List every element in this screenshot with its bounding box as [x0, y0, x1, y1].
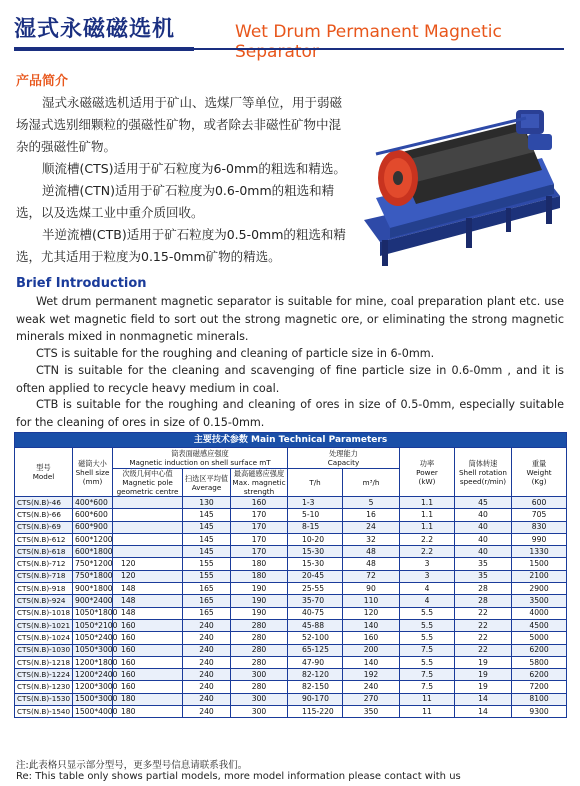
- cell-power: 3: [400, 570, 455, 582]
- cell-shell-size: 1500*3000: [73, 693, 113, 705]
- table-row: [15, 706, 567, 718]
- cell-model: CTS(N.B)-918: [15, 583, 73, 595]
- cell-average: 240: [183, 681, 231, 693]
- cell-weight: 2900: [512, 583, 567, 595]
- cell-weight: 7200: [512, 681, 567, 693]
- cell-capacity-m3h: 16: [343, 509, 400, 521]
- cell-power: 2.2: [400, 533, 455, 545]
- cell-weight: 8100: [512, 693, 567, 705]
- cell-speed: 19: [455, 669, 512, 681]
- col-header-average: 扫选区平均值 Average: [183, 469, 231, 497]
- table-row: [15, 533, 567, 545]
- table-row: [15, 693, 567, 705]
- page-header: [0, 0, 580, 62]
- cell-capacity-th: 90-170: [288, 693, 343, 705]
- cell-average: 240: [183, 632, 231, 644]
- cell-power: 11: [400, 706, 455, 718]
- cell-speed: 19: [455, 656, 512, 668]
- cell-capacity-m3h: 140: [343, 656, 400, 668]
- cell-power: 4: [400, 595, 455, 607]
- cell-weight: 5800: [512, 656, 567, 668]
- section-heading-en: Brief Introduction: [16, 276, 147, 291]
- cell-capacity-m3h: 90: [343, 583, 400, 595]
- cell-power: 3: [400, 558, 455, 570]
- cell-shell-size: 750*1800: [73, 570, 113, 582]
- cell-pole-centre: 120: [113, 558, 183, 570]
- cell-capacity-th: 20-45: [288, 570, 343, 582]
- note-en: Re: This table only shows partial models, more model information please contact with us: [16, 771, 461, 782]
- cell-model: CTS(N.B)-1024: [15, 632, 73, 644]
- cell-pole-centre: 120: [113, 570, 183, 582]
- cell-weight: 6200: [512, 669, 567, 681]
- cell-average: 155: [183, 558, 231, 570]
- cell-weight: 600: [512, 497, 567, 509]
- cell-capacity-th: 40-75: [288, 607, 343, 619]
- note-cn: 注:此表格只显示部分型号，更多型号信息请联系我们。: [16, 760, 248, 771]
- cell-max: 170: [231, 509, 288, 521]
- cell-average: 165: [183, 607, 231, 619]
- cell-average: 240: [183, 706, 231, 718]
- cell-average: 155: [183, 570, 231, 582]
- cell-max: 190: [231, 583, 288, 595]
- cell-pole-centre: [113, 509, 183, 521]
- cell-pole-centre: 180: [113, 693, 183, 705]
- cell-shell-size: 1050*1800: [73, 607, 113, 619]
- cell-shell-size: 400*600: [73, 497, 113, 509]
- cell-power: 4: [400, 583, 455, 595]
- cell-model: CTS(N.B)-1530: [15, 693, 73, 705]
- cell-max: 160: [231, 497, 288, 509]
- table-row: [15, 583, 567, 595]
- cell-capacity-th: 35-70: [288, 595, 343, 607]
- cell-speed: 40: [455, 521, 512, 533]
- cell-model: CTS(N.B)-1021: [15, 619, 73, 631]
- cell-power: 1.1: [400, 497, 455, 509]
- parameters-table-body: [15, 497, 567, 718]
- cell-speed: 14: [455, 706, 512, 718]
- col-header-weight: 重量 Weight (Kg): [512, 448, 567, 497]
- cell-max: 280: [231, 656, 288, 668]
- cell-capacity-m3h: 120: [343, 607, 400, 619]
- intro-en-p2: CTS is suitable for the roughing and cleaning of particle size in 6-0mm.: [36, 347, 435, 360]
- cell-power: 7.5: [400, 681, 455, 693]
- cell-capacity-th: 15-30: [288, 546, 343, 558]
- col-header-pole-centre: 次级几何中心值 Magnetic pole geometric centre: [113, 469, 183, 497]
- table-row: [15, 644, 567, 656]
- col-header-m3h: m³/h: [343, 469, 400, 497]
- cell-capacity-m3h: 350: [343, 706, 400, 718]
- cell-pole-centre: 160: [113, 632, 183, 644]
- cell-max: 300: [231, 693, 288, 705]
- cell-pole-centre: 148: [113, 607, 183, 619]
- cell-pole-centre: 148: [113, 583, 183, 595]
- cell-max: 300: [231, 706, 288, 718]
- table-row: [15, 570, 567, 582]
- cell-power: 5.5: [400, 632, 455, 644]
- cell-capacity-th: 1-3: [288, 497, 343, 509]
- cell-capacity-th: 115-220: [288, 706, 343, 718]
- cell-weight: 2100: [512, 570, 567, 582]
- cell-power: 7.5: [400, 644, 455, 656]
- cell-shell-size: 750*1200: [73, 558, 113, 570]
- intro-en-p3: CTN is suitable for the cleaning and scavenging of fine particle size in 0.6-0mm , and it is often applied to recycle heavy medium in coal.: [16, 364, 564, 395]
- col-header-power: 功率 Power (kW): [400, 448, 455, 497]
- table-title: 主要技术参数 Main Technical Parameters: [15, 433, 567, 448]
- cell-max: 170: [231, 533, 288, 545]
- cell-pole-centre: [113, 533, 183, 545]
- cell-weight: 6200: [512, 644, 567, 656]
- cell-capacity-th: 5-10: [288, 509, 343, 521]
- col-header-th: T/h: [288, 469, 343, 497]
- cell-model: CTS(N.B)-1540: [15, 706, 73, 718]
- intro-cn-p4: 半逆流槽(CTB)适用于矿石粒度为0.5-0mm的粗选和精选，尤其适用于粒度为0.15-0mm矿物的精选。: [16, 227, 346, 264]
- cell-max: 280: [231, 619, 288, 631]
- intro-cn-p2: 顺流槽(CTS)适用于矿石粒度为6-0mm的粗选和精选。: [42, 161, 346, 176]
- intro-cn-p3: 逆流槽(CTN)适用于矿石粒度为0.6-0mm的粗选和精选，以及选煤工业中重介质回收。: [16, 183, 335, 220]
- cell-power: 1.1: [400, 509, 455, 521]
- cell-shell-size: 1200*3000: [73, 681, 113, 693]
- col-header-capacity: 处理能力 Capacity: [288, 448, 400, 469]
- cell-capacity-th: 15-30: [288, 558, 343, 570]
- table-row: [15, 521, 567, 533]
- table-row: [15, 681, 567, 693]
- parameters-table-wrap: [14, 432, 566, 718]
- cell-pole-centre: 160: [113, 619, 183, 631]
- table-row: [15, 669, 567, 681]
- cell-average: 145: [183, 509, 231, 521]
- cell-average: 130: [183, 497, 231, 509]
- cell-shell-size: 600*1800: [73, 546, 113, 558]
- cell-capacity-m3h: 72: [343, 570, 400, 582]
- cell-shell-size: 1500*4000: [73, 706, 113, 718]
- cell-shell-size: 900*1800: [73, 583, 113, 595]
- table-row: [15, 595, 567, 607]
- col-header-shell-size: 磁筒大小 Shell size (mm): [73, 448, 113, 497]
- cell-capacity-th: 82-150: [288, 681, 343, 693]
- cell-average: 145: [183, 521, 231, 533]
- cell-weight: 705: [512, 509, 567, 521]
- cell-power: 5.5: [400, 607, 455, 619]
- cell-average: 145: [183, 546, 231, 558]
- cell-pole-centre: 160: [113, 644, 183, 656]
- cell-max: 190: [231, 595, 288, 607]
- cell-speed: 22: [455, 619, 512, 631]
- cell-shell-size: 600*600: [73, 509, 113, 521]
- cell-capacity-m3h: 24: [343, 521, 400, 533]
- cell-capacity-m3h: 200: [343, 644, 400, 656]
- cell-capacity-th: 65-125: [288, 644, 343, 656]
- cell-capacity-th: 82-120: [288, 669, 343, 681]
- cell-pole-centre: 160: [113, 681, 183, 693]
- cell-weight: 4000: [512, 607, 567, 619]
- cell-model: CTS(N.B)-1224: [15, 669, 73, 681]
- cell-pole-centre: 160: [113, 669, 183, 681]
- cell-shell-size: 600*900: [73, 521, 113, 533]
- cell-shell-size: 900*2400: [73, 595, 113, 607]
- table-row: [15, 619, 567, 631]
- cell-speed: 22: [455, 632, 512, 644]
- cell-pole-centre: [113, 521, 183, 533]
- cell-power: 1.1: [400, 521, 455, 533]
- cell-capacity-m3h: 240: [343, 681, 400, 693]
- cell-capacity-th: 47-90: [288, 656, 343, 668]
- cell-capacity-m3h: 192: [343, 669, 400, 681]
- cell-speed: 28: [455, 595, 512, 607]
- table-row: [15, 632, 567, 644]
- cell-weight: 5000: [512, 632, 567, 644]
- cell-max: 170: [231, 521, 288, 533]
- cell-speed: 14: [455, 693, 512, 705]
- cell-average: 240: [183, 619, 231, 631]
- cell-power: 2.2: [400, 546, 455, 558]
- cell-weight: 9300: [512, 706, 567, 718]
- cell-speed: 19: [455, 681, 512, 693]
- cell-average: 145: [183, 533, 231, 545]
- cell-model: CTS(N.B)-46: [15, 497, 73, 509]
- col-header-model: 型号 Model: [15, 448, 73, 497]
- cell-capacity-m3h: 110: [343, 595, 400, 607]
- cell-average: 240: [183, 644, 231, 656]
- cell-model: CTS(N.B)-1030: [15, 644, 73, 656]
- cell-average: 240: [183, 656, 231, 668]
- cell-max: 180: [231, 570, 288, 582]
- cell-max: 280: [231, 681, 288, 693]
- cell-capacity-th: 45-88: [288, 619, 343, 631]
- cell-capacity-th: 25-55: [288, 583, 343, 595]
- cell-model: CTS(N.B)-612: [15, 533, 73, 545]
- cell-power: 7.5: [400, 669, 455, 681]
- cell-pole-centre: 160: [113, 656, 183, 668]
- cell-model: CTS(N.B)-69: [15, 521, 73, 533]
- cell-model: CTS(N.B)-924: [15, 595, 73, 607]
- magnetic-separator-image: [346, 100, 568, 270]
- cell-average: 240: [183, 693, 231, 705]
- cell-model: CTS(N.B)-618: [15, 546, 73, 558]
- cell-average: 240: [183, 669, 231, 681]
- table-row: [15, 509, 567, 521]
- cell-speed: 28: [455, 583, 512, 595]
- cell-capacity-th: 52-100: [288, 632, 343, 644]
- cell-weight: 990: [512, 533, 567, 545]
- cell-pole-centre: [113, 546, 183, 558]
- table-row: [15, 607, 567, 619]
- cell-pole-centre: [113, 497, 183, 509]
- cell-power: 5.5: [400, 619, 455, 631]
- table-row: [15, 656, 567, 668]
- cell-max: 280: [231, 632, 288, 644]
- cell-model: CTS(N.B)-718: [15, 570, 73, 582]
- cell-capacity-m3h: 140: [343, 619, 400, 631]
- cell-pole-centre: 148: [113, 595, 183, 607]
- cell-shell-size: 1050*2100: [73, 619, 113, 631]
- cell-model: CTS(N.B)-1018: [15, 607, 73, 619]
- cell-capacity-th: 8-15: [288, 521, 343, 533]
- col-header-induction: 筒表面磁感应强度 Magnetic induction on shell surface mT: [113, 448, 288, 469]
- cell-speed: 35: [455, 570, 512, 582]
- col-header-speed: 筒体转速 Shell rotation speed(r/min): [455, 448, 512, 497]
- cell-power: 5.5: [400, 656, 455, 668]
- cell-shell-size: 1050*2400: [73, 632, 113, 644]
- cell-model: CTS(N.B)-712: [15, 558, 73, 570]
- cell-capacity-m3h: 32: [343, 533, 400, 545]
- cell-max: 300: [231, 669, 288, 681]
- table-row: [15, 546, 567, 558]
- table-row: [15, 497, 567, 509]
- col-header-max: 最高磁感应强度 Max. magnetic strength: [232, 469, 286, 496]
- cell-speed: 40: [455, 509, 512, 521]
- cell-capacity-m3h: 48: [343, 558, 400, 570]
- cell-weight: 1500: [512, 558, 567, 570]
- cell-average: 165: [183, 595, 231, 607]
- cell-shell-size: 1200*2400: [73, 669, 113, 681]
- cell-shell-size: 1200*1800: [73, 656, 113, 668]
- intro-en-p1: Wet drum permanent magnetic separator is suitable for mine, coal preparation plant etc. use weak wet magnetic field to sort out the strong magnetic ore, or eliminating the strong magnetic minerals mixed in nonmagnetic minerals.: [16, 295, 564, 343]
- section-heading-cn: 产品简介: [16, 74, 69, 89]
- cell-model: CTS(N.B)-66: [15, 509, 73, 521]
- cell-weight: 4500: [512, 619, 567, 631]
- cell-speed: 40: [455, 546, 512, 558]
- cell-weight: 1330: [512, 546, 567, 558]
- cell-capacity-m3h: 5: [343, 497, 400, 509]
- cell-capacity-m3h: 48: [343, 546, 400, 558]
- cell-max: 190: [231, 607, 288, 619]
- cell-max: 280: [231, 644, 288, 656]
- cell-shell-size: 1050*3000: [73, 644, 113, 656]
- title-divider-accent: [14, 47, 194, 51]
- table-row: [15, 558, 567, 570]
- cell-speed: 40: [455, 533, 512, 545]
- cell-capacity-m3h: 160: [343, 632, 400, 644]
- cell-shell-size: 600*1200: [73, 533, 113, 545]
- cell-model: CTS(N.B)-1230: [15, 681, 73, 693]
- intro-cn-p1: 湿式永磁磁选机适用于矿山、选煤厂等单位，用于弱磁场湿式选别细颗粒的强磁性矿物，或者除去非磁性矿物中混杂的强磁性矿物。: [16, 95, 343, 154]
- cell-pole-centre: 180: [113, 706, 183, 718]
- page-title-en: Wet Drum Permanent Magnetic Separator: [235, 22, 502, 62]
- cell-average: 165: [183, 583, 231, 595]
- cell-weight: 830: [512, 521, 567, 533]
- cell-max: 170: [231, 546, 288, 558]
- cell-speed: 45: [455, 497, 512, 509]
- cell-power: 11: [400, 693, 455, 705]
- intro-en-p4: CTB is suitable for the roughing and cleaning of ores in size of 0.5-0mm, especially suitable for the cleaning of ores in size of 0.15-0mm.: [16, 398, 564, 429]
- cell-capacity-th: 10-20: [288, 533, 343, 545]
- cell-speed: 35: [455, 558, 512, 570]
- cell-max: 180: [231, 558, 288, 570]
- cell-speed: 22: [455, 644, 512, 656]
- cell-capacity-m3h: 270: [343, 693, 400, 705]
- cell-weight: 3500: [512, 595, 567, 607]
- page-title-cn: 湿式永磁磁选机: [14, 17, 176, 42]
- parameters-table: [14, 432, 567, 718]
- cell-speed: 22: [455, 607, 512, 619]
- cell-model: CTS(N.B)-1218: [15, 656, 73, 668]
